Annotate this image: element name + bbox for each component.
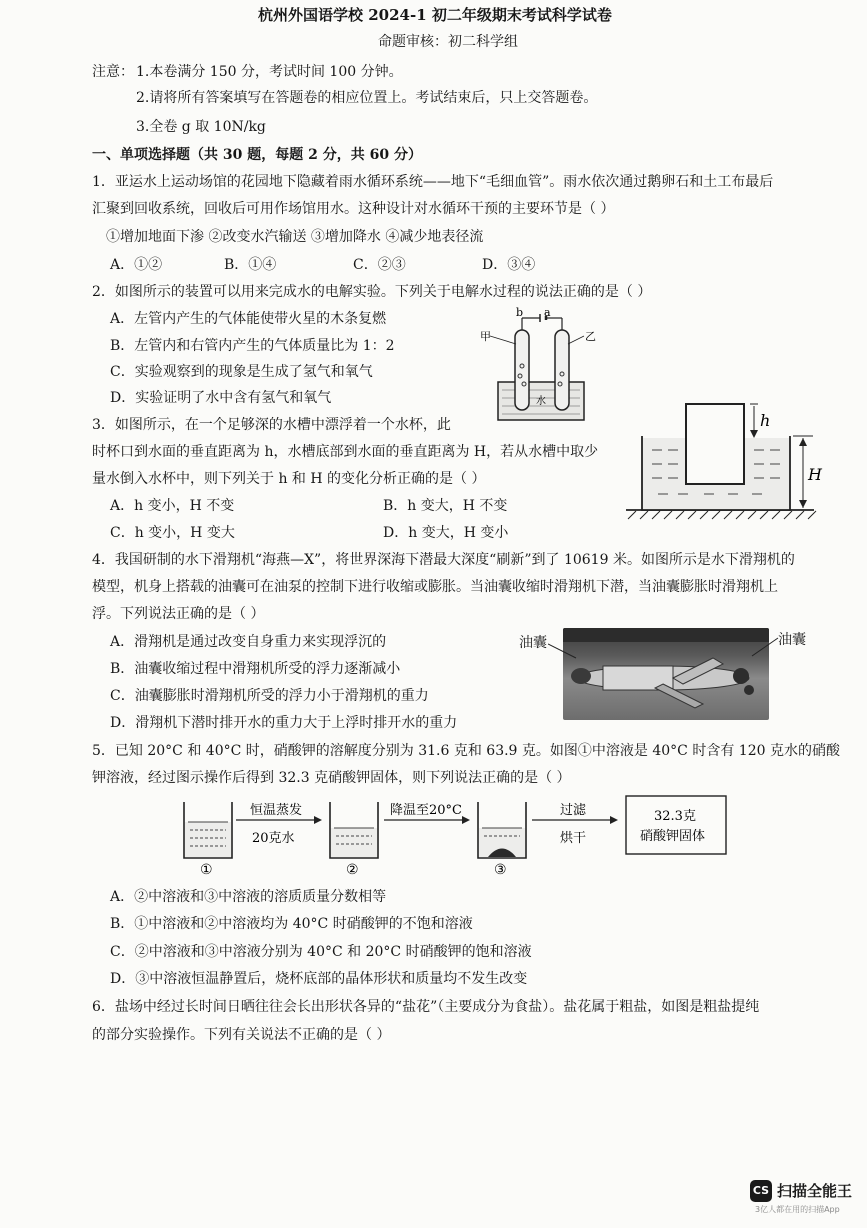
fig-label-b: b	[516, 306, 524, 319]
floating-cup-figure	[618, 398, 828, 520]
q5-option-d: D．③中溶液恒温静置后，烧杯底部的晶体形状和质量均不发生改变	[110, 971, 528, 987]
q3-option-b: B．h 变大，H 不变	[383, 498, 508, 514]
step-filter: 过滤	[560, 803, 587, 818]
q4-stem-line1: 4．我国研制的水下滑翔机“海燕—X”，将世界深海下潜最大深度“刷新”到了 10619 米。如图所示是水下滑翔机的	[92, 552, 795, 568]
step-20g-water: 20克水	[252, 831, 295, 846]
q3-option-c: C．h 变小，H 变大	[110, 525, 235, 541]
q3-stem-line2: 时杯口到水面的垂直距离为 h，水槽底部到水面的垂直距离为 H，若从水槽中取少	[92, 444, 599, 460]
result-mass: 32.3克	[654, 809, 696, 824]
crystallization-process-figure	[170, 790, 730, 880]
q6-stem-line2: 的部分实验操作。下列有关说法不正确的是（ ）	[92, 1027, 391, 1043]
q3-option-a: A．h 变小，H 不变	[110, 498, 235, 514]
exam-subtitle: 命题审核：初二科学组	[378, 34, 518, 50]
fig-label-yi: 乙	[585, 330, 596, 343]
electrolysis-figure	[470, 304, 600, 424]
q1-stem-line1: 1．亚运水上运动场馆的花园地下隐藏着雨水循环系统——地下“毛细血管”。雨水依次通过鹅卵石和土工布最后	[92, 174, 774, 190]
q3-option-d: D．h 变大，H 变小	[383, 525, 509, 541]
beaker-1-label: ①	[200, 862, 213, 878]
q4-option-b: B．油囊收缩过程中滑翔机所受的浮力逐渐减小	[110, 661, 401, 677]
q4-option-d: D．滑翔机下潜时排开水的重力大于上浮时排开水的重力	[110, 715, 458, 731]
note-item: 2.请将所有答案填写在答题卷的相应位置上。考试结束后，只上交答题卷。	[136, 90, 598, 106]
step-cool: 降温至20°C	[390, 803, 462, 818]
q4-option-a: A．滑翔机是通过改变自身重力来实现浮沉的	[110, 634, 387, 650]
scanner-app-name: 扫描全能王	[777, 1182, 853, 1200]
glider-label-right: 油囊	[778, 632, 806, 648]
q5-option-c: C．②中溶液和③中溶液分别为 40°C 和 20°C 时硝酸钾的饱和溶液	[110, 944, 532, 960]
q1-option-b: B．①④	[224, 257, 277, 273]
result-substance: 硝酸钾固体	[640, 829, 706, 844]
step-dry: 烘干	[560, 831, 587, 846]
q1-option-d: D．③④	[482, 257, 536, 273]
glider-pointer-right	[750, 636, 780, 660]
step-evaporate: 恒温蒸发	[250, 803, 303, 818]
beaker-3-label: ③	[494, 862, 507, 878]
glider-photo	[563, 628, 769, 720]
q2-option-c: C．实验观察到的现象是生成了氢气和氧气	[110, 364, 373, 380]
q1-option-a: A．①②	[110, 257, 163, 273]
q5-stem-line1: 5．已知 20°C 和 40°C 时，硝酸钾的溶解度分别为 31.6 克和 63.9 克。如图①中溶液是 40°C 时含有 120 克水的硝酸	[92, 743, 840, 759]
q5-stem-line2: 钾溶液，经过图示操作后得到 32.3 克硝酸钾固体，则下列说法正确的是（ ）	[92, 770, 571, 786]
q5-option-b: B．①中溶液和②中溶液均为 40°C 时硝酸钾的不饱和溶液	[110, 916, 473, 932]
q2-option-b: B．左管内和右管内产生的气体质量比为 1：2	[110, 338, 395, 354]
q3-stem-line3: 量水倒入水杯中，则下列关于 h 和 H 的变化分析正确的是（ ）	[92, 471, 486, 487]
exam-title: 杭州外国语学校 2024-1 初二年级期末考试科学试卷	[258, 6, 612, 24]
notes-prefix: 注意：	[92, 64, 134, 80]
q4-stem-line2: 模型，机身上搭载的油囊可在油泵的控制下进行收缩或膨胀。当油囊收缩时滑翔机下潜，当油囊膨胀时滑翔机上	[92, 579, 778, 595]
beaker-2-label: ②	[346, 862, 359, 878]
q4-option-c: C．油囊膨胀时滑翔机所受的浮力小于滑翔机的重力	[110, 688, 429, 704]
fig-label-jia: 甲	[480, 330, 491, 343]
scanner-app-tagline: 3亿人都在用的扫描App	[755, 1205, 840, 1214]
q2-option-d: D．实验证明了水中含有氢气和氧气	[110, 390, 332, 406]
fig-label-h: h	[760, 411, 771, 430]
glider-label-left: 油囊	[519, 635, 547, 651]
q3-stem-line1: 3．如图所示，在一个足够深的水槽中漂浮着一个水杯，此	[92, 417, 451, 433]
fig-label-H: H	[808, 465, 822, 484]
q1-option-c: C．②③	[353, 257, 406, 273]
q2-option-a: A．左管内产生的气体能使带火星的木条复燃	[110, 311, 387, 327]
fig-label-water: 水	[536, 396, 546, 407]
q6-stem-line1: 6．盐场中经过长时间日晒往往会长出形状各异的“盐花”（主要成分为食盐）。盐花属于粗盐，如图是粗盐提纯	[92, 999, 760, 1015]
q4-stem-line3: 浮。下列说法正确的是（ ）	[92, 606, 265, 622]
fig-label-a: a	[544, 306, 551, 319]
glider-pointer-left	[548, 640, 578, 662]
q1-stem-line2: 汇聚到回收系统，回收后可用作场馆用水。这种设计对水循环干预的主要环节是（ ）	[92, 201, 615, 217]
q1-stem-line3: ①增加地面下渗 ②改变水汽输送 ③增加降水 ④减少地表径流	[106, 229, 484, 245]
note-item: 1.本卷满分 150 分，考试时间 100 分钟。	[136, 64, 403, 80]
scanner-logo-icon: CS	[750, 1180, 772, 1202]
section-heading: 一、单项选择题（共 30 题，每题 2 分，共 60 分）	[92, 147, 422, 163]
q5-option-a: A．②中溶液和③中溶液的溶质质量分数相等	[110, 889, 387, 905]
note-item: 3.全卷 g 取 10N/kg	[136, 119, 266, 135]
q2-stem: 2．如图所示的装置可以用来完成水的电解实验。下列关于电解水过程的说法正确的是（ ）	[92, 284, 652, 300]
